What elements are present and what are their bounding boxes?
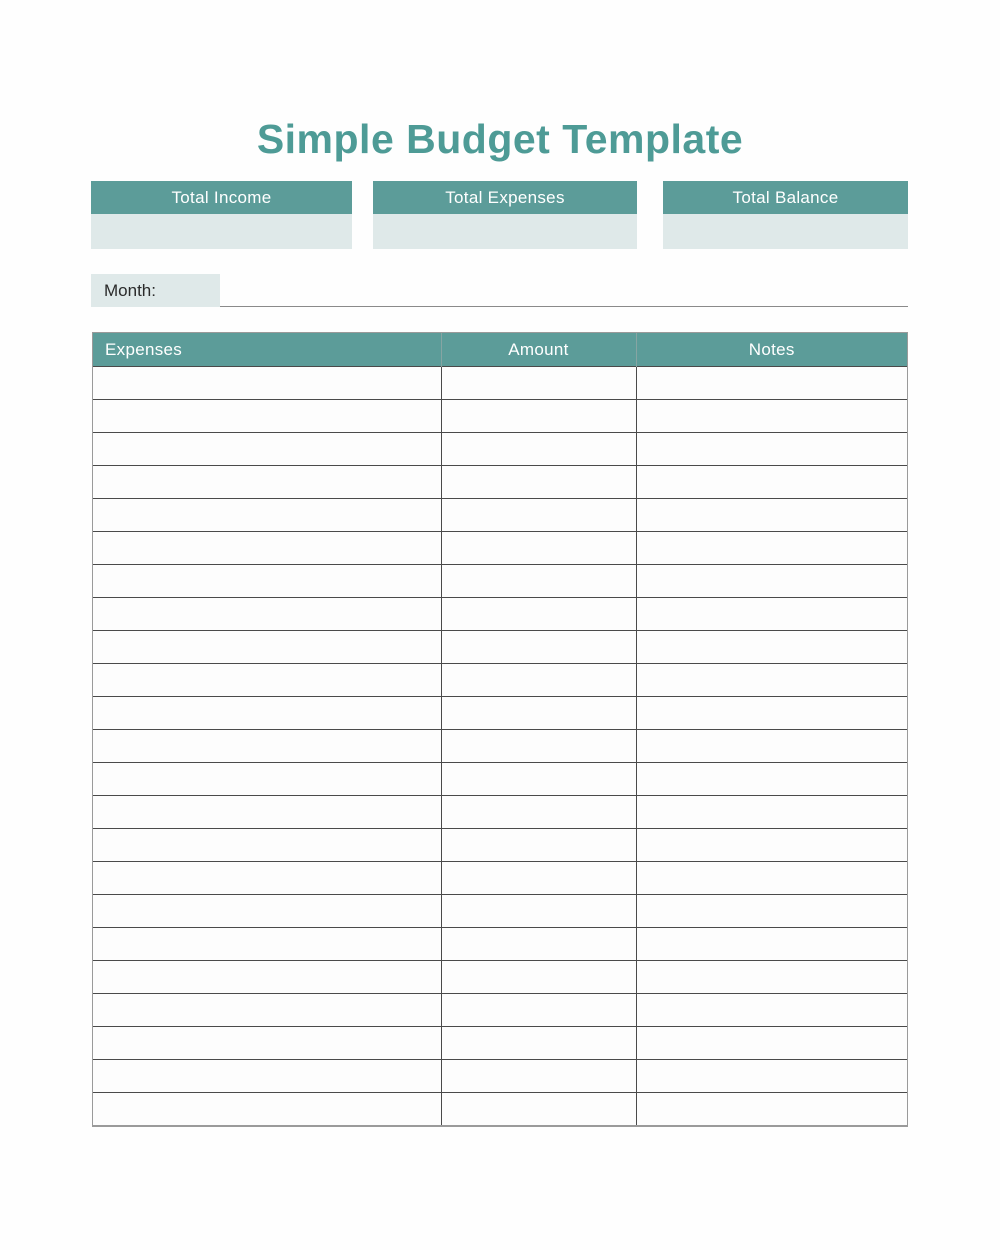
table-cell-expenses[interactable]: [93, 1027, 441, 1060]
table-cell-notes[interactable]: [636, 994, 907, 1027]
table-cell-notes[interactable]: [636, 433, 907, 466]
table-row: [93, 730, 907, 763]
table-cell-amount[interactable]: [441, 895, 636, 928]
table-cell-amount[interactable]: [441, 499, 636, 532]
table-cell-expenses[interactable]: [93, 895, 441, 928]
table-cell-notes[interactable]: [636, 400, 907, 433]
table-cell-expenses[interactable]: [93, 499, 441, 532]
table-cell-amount[interactable]: [441, 994, 636, 1027]
table-cell-expenses[interactable]: [93, 994, 441, 1027]
expense-table: [93, 333, 907, 1125]
table-cell-amount[interactable]: [441, 961, 636, 994]
column-header-expenses: Expenses: [93, 333, 441, 367]
table-cell-expenses[interactable]: [93, 664, 441, 697]
table-cell-expenses[interactable]: [93, 961, 441, 994]
table-cell-notes[interactable]: [636, 763, 907, 796]
table-cell-amount[interactable]: [441, 433, 636, 466]
table-cell-notes[interactable]: [636, 862, 907, 895]
table-cell-amount[interactable]: [441, 400, 636, 433]
table-cell-expenses[interactable]: [93, 697, 441, 730]
total-expenses-box: [373, 181, 637, 249]
table-cell-amount[interactable]: [441, 664, 636, 697]
table-cell-notes[interactable]: [636, 829, 907, 862]
table-row: [93, 1060, 907, 1093]
table-cell-expenses[interactable]: [93, 829, 441, 862]
table-cell-amount[interactable]: [441, 763, 636, 796]
month-row: [91, 274, 908, 307]
table-cell-amount[interactable]: [441, 631, 636, 664]
table-cell-amount[interactable]: [441, 1027, 636, 1060]
table-cell-notes[interactable]: [636, 697, 907, 730]
table-body: [93, 367, 907, 1126]
table-cell-notes[interactable]: [636, 664, 907, 697]
total-income-label: Total Income: [91, 181, 352, 214]
total-balance-box: [663, 181, 908, 249]
table-cell-amount[interactable]: [441, 367, 636, 400]
month-label: Month:: [91, 274, 220, 307]
table-row: [93, 631, 907, 664]
table-row: [93, 796, 907, 829]
table-row: [93, 697, 907, 730]
table-cell-expenses[interactable]: [93, 598, 441, 631]
table-cell-amount[interactable]: [441, 1060, 636, 1093]
table-row: [93, 664, 907, 697]
column-header-notes: Notes: [636, 333, 907, 367]
table-cell-notes[interactable]: [636, 961, 907, 994]
table-row: [93, 598, 907, 631]
page-title: Simple Budget Template: [256, 116, 744, 162]
table-cell-amount[interactable]: [441, 466, 636, 499]
table-cell-notes[interactable]: [636, 565, 907, 598]
table-cell-notes[interactable]: [636, 1093, 907, 1126]
table-cell-notes[interactable]: [636, 532, 907, 565]
table-row: [93, 961, 907, 994]
table-cell-amount[interactable]: [441, 928, 636, 961]
table-header-row: [93, 333, 907, 367]
column-header-amount: Amount: [441, 333, 636, 367]
table-cell-expenses[interactable]: [93, 532, 441, 565]
table-row: [93, 433, 907, 466]
total-balance-label: Total Balance: [663, 181, 908, 214]
table-cell-notes[interactable]: [636, 367, 907, 400]
table-cell-expenses[interactable]: [93, 763, 441, 796]
table-row: [93, 400, 907, 433]
table-row: [93, 928, 907, 961]
table-row: [93, 466, 907, 499]
table-row: [93, 367, 907, 400]
expense-table-frame: [92, 332, 908, 1127]
table-cell-amount[interactable]: [441, 1093, 636, 1126]
table-row: [93, 763, 907, 796]
table-cell-notes[interactable]: [636, 1060, 907, 1093]
table-cell-amount[interactable]: [441, 565, 636, 598]
table-cell-expenses[interactable]: [93, 862, 441, 895]
table-cell-notes[interactable]: [636, 895, 907, 928]
table-cell-notes[interactable]: [636, 466, 907, 499]
table-row: [93, 895, 907, 928]
table-row: [93, 1027, 907, 1060]
table-cell-amount[interactable]: [441, 730, 636, 763]
table-row: [93, 829, 907, 862]
table-cell-notes[interactable]: [636, 598, 907, 631]
total-income-box: [91, 181, 352, 249]
table-cell-expenses[interactable]: [93, 367, 441, 400]
table-row: [93, 994, 907, 1027]
table-row: [93, 499, 907, 532]
table-row: [93, 565, 907, 598]
table-cell-expenses[interactable]: [93, 730, 441, 763]
month-input-line[interactable]: [220, 274, 908, 307]
table-row: [93, 1093, 907, 1126]
table-cell-expenses[interactable]: [93, 928, 441, 961]
table-cell-expenses[interactable]: [93, 1093, 441, 1126]
table-cell-notes[interactable]: [636, 730, 907, 763]
table-cell-notes[interactable]: [636, 928, 907, 961]
total-expenses-label: Total Expenses: [373, 181, 637, 214]
total-balance-value[interactable]: [663, 214, 908, 249]
table-row: [93, 862, 907, 895]
table-cell-amount[interactable]: [441, 598, 636, 631]
table-row: [93, 532, 907, 565]
table-cell-expenses[interactable]: [93, 466, 441, 499]
table-cell-notes[interactable]: [636, 499, 907, 532]
table-cell-amount[interactable]: [441, 829, 636, 862]
table-cell-expenses[interactable]: [93, 631, 441, 664]
total-income-value[interactable]: [91, 214, 352, 249]
table-cell-expenses[interactable]: [93, 433, 441, 466]
table-cell-expenses[interactable]: [93, 1060, 441, 1093]
table-cell-expenses[interactable]: [93, 565, 441, 598]
summary-boxes: [91, 181, 908, 249]
table-cell-notes[interactable]: [636, 796, 907, 829]
table-cell-amount[interactable]: [441, 796, 636, 829]
table-cell-notes[interactable]: [636, 631, 907, 664]
table-cell-notes[interactable]: [636, 1027, 907, 1060]
table-cell-amount[interactable]: [441, 532, 636, 565]
table-cell-expenses[interactable]: [93, 400, 441, 433]
table-cell-amount[interactable]: [441, 862, 636, 895]
table-cell-amount[interactable]: [441, 697, 636, 730]
total-expenses-value[interactable]: [373, 214, 637, 249]
table-cell-expenses[interactable]: [93, 796, 441, 829]
